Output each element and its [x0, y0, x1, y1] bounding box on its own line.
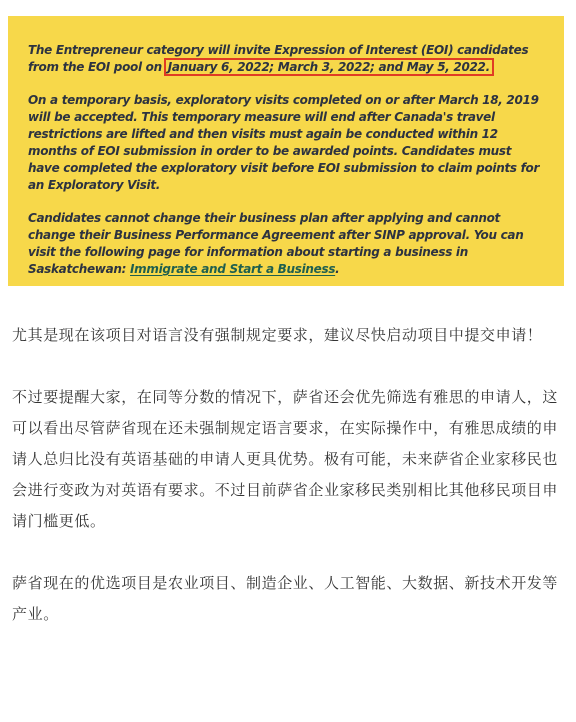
article-paragraph-ielts-priority: 不过要提醒大家，在同等分数的情况下，萨省还会优先筛选有雅思的申请人，这可以看出尽管萨省现在还未强制规定语言要求，在实际操作中，有雅思成绩的申请人总归比没有英语基础的申请人更具优势。极有可能，未来萨省企业家移民也会进行变政为对英语有要求。不过目前萨省企业家移民类别相比其他移民项目申请门槛更低。: [12, 388, 559, 530]
invitation-intro-text: The Entrepreneur category will invite Expression of Interest (EOI) candidates from the EOI pool on: [28, 43, 529, 74]
highlighted-invitation-dates: January 6, 2022; March 3, 2022; and May 5, 2022.: [164, 58, 494, 76]
notice-paragraph-business-plan: [28, 210, 542, 278]
immigrate-and-start-a-business-link[interactable]: Immigrate and Start a Business: [130, 262, 336, 276]
notice-paragraph-invitations: [28, 42, 542, 76]
article-body: [12, 320, 564, 661]
program-notice-box: [8, 16, 564, 286]
business-plan-text: Candidates cannot change their business plan after applying and cannot change their Business Performance Agreement after SINP approval. You can visit the following page for information about starting a business in Saskatchewan:: [28, 211, 524, 276]
article-paragraph-preferred-industries: 萨省现在的优选项目是农业项目、制造企业、人工智能、大数据、新技术开发等产业。: [12, 574, 559, 623]
notice-paragraph-exploratory-visits: On a temporary basis, exploratory visits completed on or after March 18, 2019 will be accepted. This temporary measure will end after Canada's travel restrictions are lifted and then visits must again be conducted within 12 months of EOI submission in order to be awarded points. Candidates must have completed the exploratory visit before EOI submission to claim points for an Exploratory Visit.: [28, 93, 540, 192]
article-paragraph-language-requirement: 尤其是现在该项目对语言没有强制规定要求，建议尽快启动项目中提交申请！: [12, 326, 543, 344]
business-plan-period: .: [335, 262, 340, 276]
